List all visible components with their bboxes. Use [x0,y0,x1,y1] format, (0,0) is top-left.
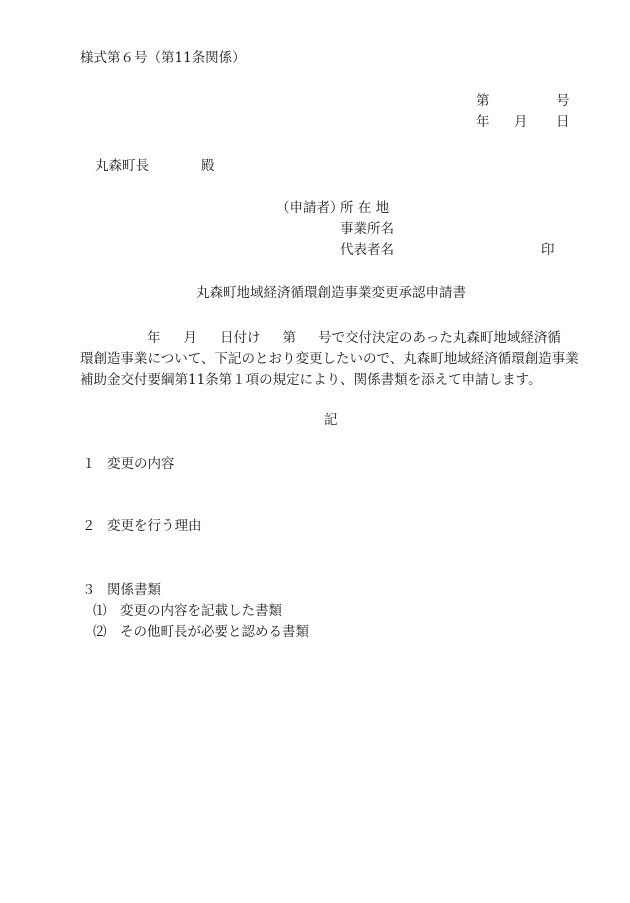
body-line-1 [80,328,580,349]
body-year: 年 [147,330,161,346]
body-line-3: 補助金交付要綱第11条第１項の規定により、関係書類を添えて申請します。 [80,372,542,388]
body-dated: 日付け [220,330,261,346]
date-year: 年 [476,114,490,130]
sub-item-2-label: その他町長が必要と認める書類 [120,624,309,640]
representative-label: 代表者名 [340,242,394,258]
form-number: 様式第６号（第11条関係） [80,50,246,66]
item-2-label: 変更を行う理由 [107,518,202,534]
body-line-1-rest: 号で交付決定のあった丸森町地域経済循 [318,330,561,346]
sub-item-1-number: ⑴ [93,603,107,619]
sub-item-2-number: ⑵ [93,624,107,640]
item-1-label: 変更の内容 [107,456,175,472]
doc-number-prefix: 第 [476,93,490,109]
applicant-role: （申請者） [276,200,344,216]
sub-item-1-label: 変更の内容を記載した書類 [120,603,282,619]
item-1-number: １ [82,456,96,472]
document-title: 丸森町地域経済循環創造事業変更承認申請書 [196,285,466,301]
seal-mark: 印 [541,242,555,258]
item-3-number: ３ [82,582,96,598]
body-paragraph [80,328,580,391]
doc-number-suffix: 号 [556,93,570,109]
addressee-honorific: 殿 [201,158,215,174]
item-3-label: 関係書類 [107,582,161,598]
date-month: 月 [514,114,528,130]
addressee-title: 丸森町長 [95,158,149,174]
ki-heading: 記 [324,412,338,428]
item-2-number: ２ [82,518,96,534]
date-day: 日 [556,114,570,130]
body-month: 月 [183,330,197,346]
address-label: 所 在 地 [340,200,390,216]
body-no: 第 [282,330,296,346]
office-label: 事業所名 [340,221,394,237]
body-line-2: 環創造事業について、下記のとおり変更したいので、丸森町地域経済循環創造事業 [80,351,579,367]
